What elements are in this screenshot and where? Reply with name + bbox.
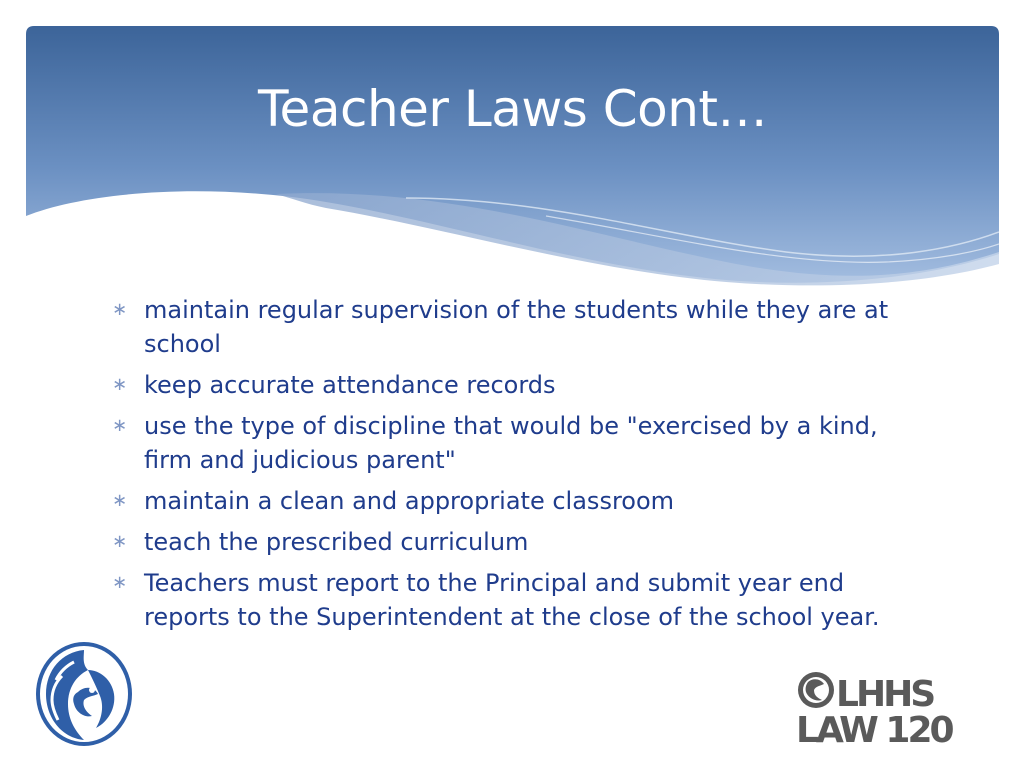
list-item <box>112 409 922 477</box>
bullet-asterisk-icon: ∗ <box>112 490 128 511</box>
bullet-asterisk-icon: ∗ <box>112 531 128 552</box>
header-wave-background <box>26 26 999 288</box>
list-item <box>112 525 922 559</box>
list-item <box>112 484 922 518</box>
brand-logo <box>794 668 976 746</box>
list-item <box>112 293 922 361</box>
list-item-text: maintain regular supervision of the students while they are at school <box>144 296 889 358</box>
bullet-asterisk-icon: ∗ <box>112 572 128 593</box>
bullet-asterisk-icon: ∗ <box>112 299 128 320</box>
slide-title: Teacher Laws Cont… <box>258 80 767 138</box>
bullet-asterisk-icon: ∗ <box>112 374 128 395</box>
list-item-text: teach the prescribed curriculum <box>144 528 529 556</box>
list-item-text: keep accurate attendance records <box>144 371 556 399</box>
list-item-text: Teachers must report to the Principal and submit year end reports to the Superintendent at the close of the school year. <box>144 569 880 631</box>
list-item-text: use the type of discipline that would be "exercised by a kind, firm and judicious parent" <box>144 412 878 474</box>
list-item <box>112 368 922 402</box>
lion-mascot-icon <box>798 672 834 708</box>
lion-head-circle-icon <box>34 640 134 748</box>
bullet-list <box>112 293 922 641</box>
list-item <box>112 566 922 634</box>
list-item-text: maintain a clean and appropriate classroom <box>144 487 675 515</box>
header-band <box>26 26 999 288</box>
brand-line-1: LHHS <box>836 674 934 715</box>
brand-line-2: LAW 120 <box>796 710 952 746</box>
bullet-asterisk-icon: ∗ <box>112 415 128 436</box>
